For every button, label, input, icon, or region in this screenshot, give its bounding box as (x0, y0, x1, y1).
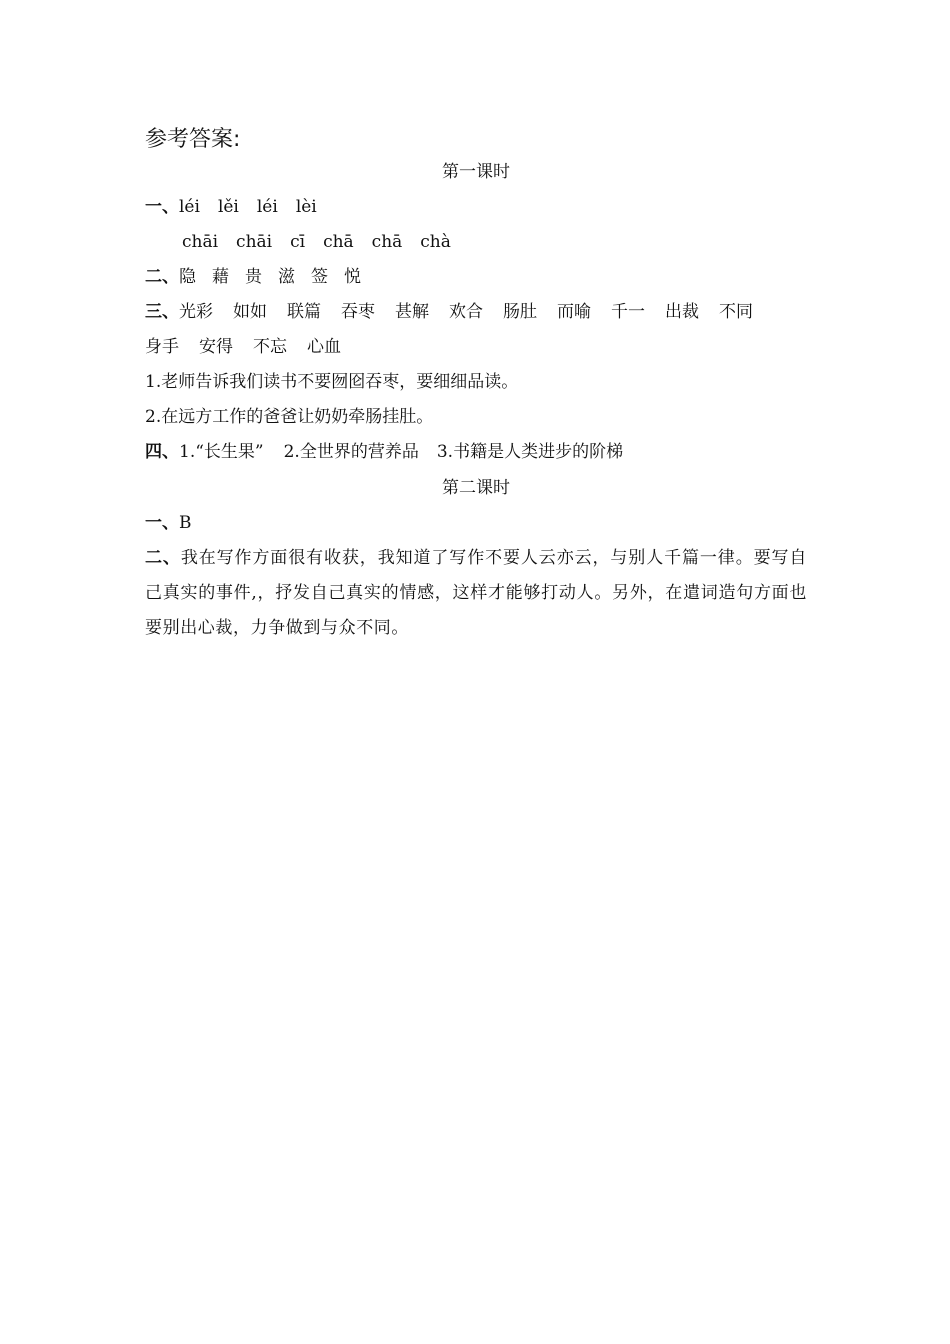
lesson1-q1-lead: 一、 (145, 197, 179, 217)
lesson1-q1-row2 (145, 230, 451, 254)
pinyin-item: léi (179, 197, 200, 217)
answer-item: 2.全世界的营养品 (283, 442, 419, 462)
lesson2-q2 (145, 541, 807, 646)
word-item: 不同 (719, 302, 753, 322)
lesson1-q3-row2 (145, 335, 341, 359)
char-item: 滋 (278, 267, 295, 287)
lesson2-q1 (145, 511, 192, 535)
word-item: 肠肚 (503, 302, 537, 322)
lesson1-q1-row1 (145, 195, 317, 219)
lesson1-title: 第一课时 (442, 162, 510, 182)
word-item: 不忘 (253, 337, 287, 357)
lesson1-q3-sentence2: 2.在远方工作的爸爸让奶奶牵肠挂肚。 (145, 407, 434, 427)
pinyin-item: cī (290, 232, 306, 252)
lesson2-q1-lead: 一、 (145, 513, 179, 533)
choice-answer: B (179, 513, 192, 533)
word-item: 心血 (307, 337, 341, 357)
word-item: 甚解 (395, 302, 429, 322)
page-heading: 参考答案: (145, 127, 241, 152)
word-item: 联篇 (287, 302, 321, 322)
char-item: 签 (311, 267, 328, 287)
char-item: 隐 (179, 267, 196, 287)
essay-answer: 我在写作方面很有收获，我知道了写作不要人云亦云，与别人千篇一律。要写自己真实的事件,，抒发自己真实的情感，这样才能够打动人。另外，在遣词造句方面也要别出心裁，力争做到与众不同。 (145, 548, 808, 638)
pinyin-item: chà (420, 232, 451, 252)
word-item: 安得 (199, 337, 233, 357)
char-item: 藉 (212, 267, 229, 287)
answer-item: 3.书籍是人类进步的阶梯 (436, 442, 624, 462)
lesson1-q2 (145, 265, 361, 289)
word-item: 身手 (145, 337, 179, 357)
lesson1-q3-lead: 三、 (145, 302, 179, 322)
word-item: 千一 (611, 302, 645, 322)
pinyin-item: chā (371, 232, 403, 252)
lesson1-q3-row1 (145, 300, 753, 324)
pinyin-item: lěi (217, 197, 239, 217)
pinyin-item: chāi (236, 232, 273, 252)
word-item: 吞枣 (341, 302, 375, 322)
lesson1-q2-lead: 二、 (145, 267, 179, 287)
word-item: 如如 (233, 302, 267, 322)
lesson1-q4-lead: 四、 (145, 442, 179, 462)
pinyin-item: chāi (182, 232, 219, 252)
word-item: 而喻 (557, 302, 591, 322)
word-item: 光彩 (179, 302, 213, 322)
answer-item: 1.“长生果” (179, 442, 264, 462)
lesson2-title: 第二课时 (442, 478, 510, 498)
lesson1-q4 (145, 440, 623, 464)
char-item: 贵 (245, 267, 262, 287)
lesson2-q2-lead: 二、 (145, 548, 181, 568)
word-item: 出裁 (665, 302, 699, 322)
lesson1-q3-sentence1: 1.老师告诉我们读书不要囫囵吞枣，要细细品读。 (145, 372, 519, 392)
pinyin-item: chā (323, 232, 354, 252)
word-item: 欢合 (449, 302, 483, 322)
pinyin-item: léi (256, 197, 278, 217)
char-item: 悦 (344, 267, 361, 287)
pinyin-item: lèi (295, 197, 317, 217)
